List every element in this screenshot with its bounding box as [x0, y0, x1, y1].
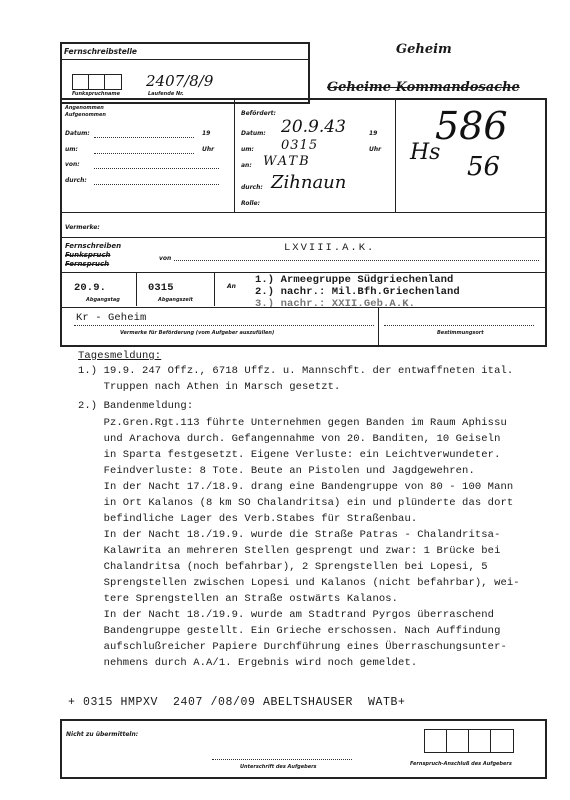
- footer-box: [60, 719, 547, 779]
- label-aufg-uhr: Uhr: [202, 146, 215, 153]
- kr-geheim: Kr - Geheim: [76, 312, 147, 324]
- befoerdert-box: [234, 100, 396, 213]
- date-value: 20.9.: [74, 282, 107, 294]
- header-box: [60, 42, 310, 104]
- vermerke-divider: [62, 212, 545, 213]
- body-line: in Sparta festgesetzt. Eigene Verluste: ein Leichtverwundeter.: [78, 449, 501, 461]
- date-time-divider: [136, 272, 137, 306]
- body-line: und Arachova durch. Gefangennahme von 20. Banditen, 10 Geiseln: [78, 433, 501, 445]
- body-line: 1.) 19.9. 247 Offz., 6718 Uffz. u. Mannschft. der entwaffneten ital.: [78, 365, 514, 377]
- stamp-funkspruch: Funkspruch: [65, 251, 111, 259]
- kr-line: [74, 325, 374, 326]
- label-bef-um: um:: [241, 146, 254, 153]
- body-text: [78, 365, 558, 695]
- recipient-3: 3.) nachr.: XXII.Geb.A.K.: [255, 298, 416, 310]
- body-line: Feindverluste: 8 Tote. Beute an Pistolen und Jagdgewehren.: [78, 465, 475, 477]
- laufende-nr-value: 2407/8/9: [146, 72, 214, 90]
- body-line: In der Nacht 18./19.9. wurde die Straße Patras - Chalandritsa-: [78, 529, 501, 541]
- label-routing-an: An: [227, 283, 236, 290]
- body-line: Truppen nach Athen in Marsch gesetzt.: [78, 381, 341, 393]
- label-bef-rolle: Rolle:: [241, 200, 261, 207]
- body-line: befindliche Lager des Verb.Stabes für Straßenbau.: [78, 513, 418, 525]
- body-line: Pz.Gren.Rgt.113 führte Unternehmen gegen Banden im Raum Aphissu: [78, 417, 507, 429]
- label-laufende: Laufende Nr.: [148, 91, 184, 97]
- body-line: tere Sprengstellen an Straße ostwärts Kalanos.: [78, 593, 399, 605]
- label-routing-von: von: [159, 255, 172, 262]
- aufg-durch-line: [94, 184, 219, 185]
- label-unterschrift: Unterschrift des Aufgebers: [240, 764, 317, 770]
- bestimmungsort-divider: [378, 307, 379, 345]
- unterschrift-line: [212, 759, 352, 760]
- fernspruch-cell-4: [490, 729, 514, 753]
- label-fernspruch: Fernspruch-Anschluß des Aufgebers: [410, 761, 512, 767]
- label-aufgenommen: Aufgenommen: [65, 112, 106, 118]
- bef-datum-value: 20.9.43: [281, 117, 346, 137]
- bef-an-value: WATB: [263, 154, 311, 169]
- recipient-2: 2.) nachr.: Mil.Bfh.Griechenland: [255, 286, 460, 298]
- body-line: Chalandritsa (noch befahrbar), 2 Sprengstellen bei Lopesi, 5: [78, 561, 488, 573]
- teletype-footer: + 0315 HMPXV 2407 /08/09 ABELTSHAUSER WATB+: [68, 696, 406, 709]
- label-bef-19: 19: [369, 130, 378, 137]
- header-divider: [62, 59, 308, 60]
- funkname-cell-3: [104, 74, 122, 90]
- time-value: 0315: [148, 282, 174, 294]
- registry-number-top: 586: [435, 104, 508, 148]
- kr-divider: [62, 307, 545, 308]
- label-befoerdert: Befördert:: [241, 110, 276, 117]
- stamp-fernschreiben: Fernschreiben: [65, 242, 122, 250]
- aufg-datum-line: [94, 137, 194, 138]
- time-an-divider: [214, 272, 215, 306]
- bef-um-value: 0315: [281, 138, 319, 153]
- body-heading: Tagesmeldung:: [78, 350, 162, 362]
- body-line: 2.) Bandenmeldung:: [78, 400, 194, 412]
- stamp-fernspruch: Fernspruch: [65, 260, 110, 268]
- label-kr-vermerke: Vermerke für Beförderung (vom Aufgeber auszufüllen): [120, 330, 275, 336]
- routing-divider: [62, 237, 545, 238]
- header-title: Fernschreibstelle: [64, 47, 138, 56]
- bestimmungsort-line: [384, 325, 534, 326]
- recipient-1: 1.) Armeegruppe Südgriechenland: [255, 274, 454, 286]
- body-line: Sprengstellen zwischen Lopesi und Kalanos (nicht befahrbar), wei-: [78, 577, 520, 589]
- label-bef-an: an:: [241, 162, 252, 169]
- aufg-um-line: [94, 153, 194, 154]
- label-bef-durch: durch:: [241, 184, 263, 191]
- label-funkname: Funkspruchname: [72, 91, 121, 97]
- date-row-divider: [62, 272, 545, 273]
- label-nicht-uebermitteln: Nicht zu übermitteln:: [66, 731, 139, 738]
- label-aufg-von: von:: [65, 161, 80, 168]
- body-line: aufschlußreicher Papiere Durchführung eines Überraschungsunter-: [78, 641, 507, 653]
- label-aufg-19: 19: [202, 130, 211, 137]
- label-vermerke: Vermerke:: [65, 224, 100, 231]
- classification-geheim: Geheim: [396, 42, 452, 57]
- label-aufg-durch: durch:: [65, 177, 87, 184]
- registry-number-bottom: 56: [467, 152, 501, 182]
- label-aufg-um: um:: [65, 146, 78, 153]
- fernspruch-cell-1: [424, 729, 448, 753]
- main-form-box: [60, 98, 547, 347]
- label-bef-uhr: Uhr: [369, 146, 382, 153]
- sender-line: [174, 260, 539, 261]
- aufg-von-line: [94, 168, 219, 169]
- label-aufg-datum: Datum:: [65, 130, 90, 137]
- body-line: Kalawrita an mehreren Stellen gesprengt und zwar: 1 Brücke bei: [78, 545, 501, 557]
- classification-kommandosache: Geheime Kommandosache: [327, 80, 520, 95]
- bef-durch-value: Zihnaun: [271, 172, 347, 193]
- label-bestimmungsort: Bestimmungsort: [437, 330, 484, 336]
- body-line: Bandengruppe gestellt. Ein Grieche erschossen. Nach Auffindung: [78, 625, 501, 637]
- body-line: In der Nacht 18./19.9. wurde am Stadtrand Pyrgos überraschend: [78, 609, 495, 621]
- label-abgangstag: Abgangstag: [86, 297, 120, 303]
- body-line: nehmens durch A.A/1. Ergebnis wird noch gemeldet.: [78, 657, 418, 669]
- fernspruch-cell-3: [468, 729, 492, 753]
- fernspruch-cell-2: [446, 729, 470, 753]
- label-abgangszeit: Abgangszeit: [158, 297, 193, 303]
- label-bef-datum: Datum:: [241, 130, 266, 137]
- sender-value: LXVIII.A.K.: [284, 242, 376, 254]
- label-angenommen: Angenommen: [65, 105, 104, 111]
- body-line: In der Nacht 17./18.9. drang eine Bandengruppe von 80 - 100 Mann: [78, 481, 514, 493]
- registry-prefix: Hs: [410, 140, 441, 165]
- body-line: in Ort Kalanos (8 km SO Chalandritsa) ein und plünderte das dort: [78, 497, 514, 509]
